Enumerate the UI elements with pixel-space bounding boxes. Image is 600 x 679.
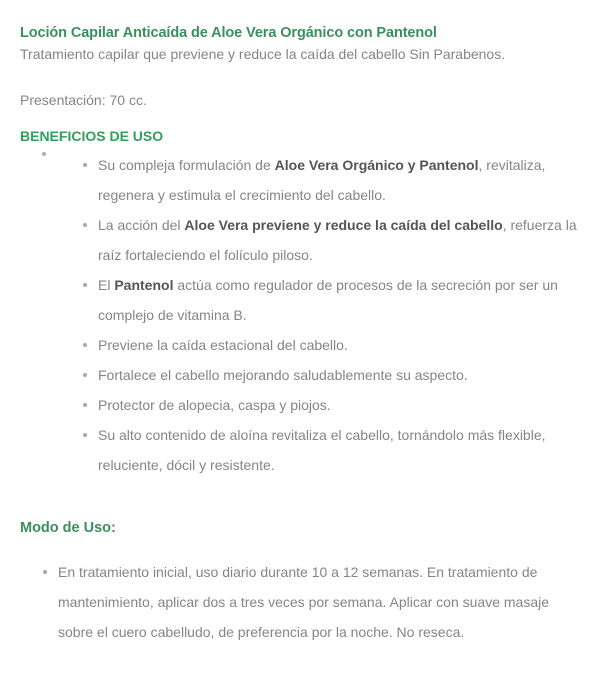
benefit-item: La acción del Aloe Vera previene y reduce la caída del cabello, refuerza la raíz fortaleciendo el folículo piloso.: [98, 210, 583, 270]
bullet-icon: [43, 570, 47, 574]
usage-item: En tratamiento inicial, uso diario durante 10 a 12 semanas. En tratamiento de mantenimiento, aplicar dos a tres veces por semana. Aplicar con suave masaje sobre el cuero cabelludo, de preferencia por la noche. No reseca.: [58, 557, 558, 647]
bullet-icon: [83, 373, 87, 377]
benefit-item: Su compleja formulación de Aloe Vera Orgánico y Pantenol, revitaliza, regenera y estimula el crecimiento del cabello.: [98, 150, 583, 210]
bullet-icon: [83, 223, 87, 227]
bullet-icon: [83, 343, 87, 347]
benefit-item: El Pantenol actúa como regulador de procesos de la secreción por ser un complejo de vitamina B.: [98, 270, 583, 330]
product-presentation: Presentación: 70 cc.: [20, 92, 147, 108]
benefit-item: Previene la caída estacional del cabello.: [98, 330, 583, 360]
outer-bullet-icon: [42, 152, 46, 156]
bullet-icon: [83, 163, 87, 167]
bullet-icon: [83, 433, 87, 437]
benefits-list: [98, 150, 583, 480]
usage-list: [58, 557, 558, 647]
benefit-item: Fortalece el cabello mejorando saludablemente su aspecto.: [98, 360, 583, 390]
bullet-icon: [83, 283, 87, 287]
usage-heading: Modo de Uso:: [20, 520, 116, 536]
bullet-icon: [83, 403, 87, 407]
product-subtitle: Tratamiento capilar que previene y reduce la caída del cabello Sin Parabenos.: [20, 46, 506, 62]
benefit-item: Su alto contenido de aloína revitaliza el cabello, tornándolo más flexible, reluciente, dócil y resistente.: [98, 420, 583, 480]
benefits-heading: BENEFICIOS DE USO: [20, 128, 164, 144]
product-title: Loción Capilar Anticaída de Aloe Vera Orgánico con Pantenol: [20, 25, 437, 41]
benefit-item: Protector de alopecia, caspa y piojos.: [98, 390, 583, 420]
